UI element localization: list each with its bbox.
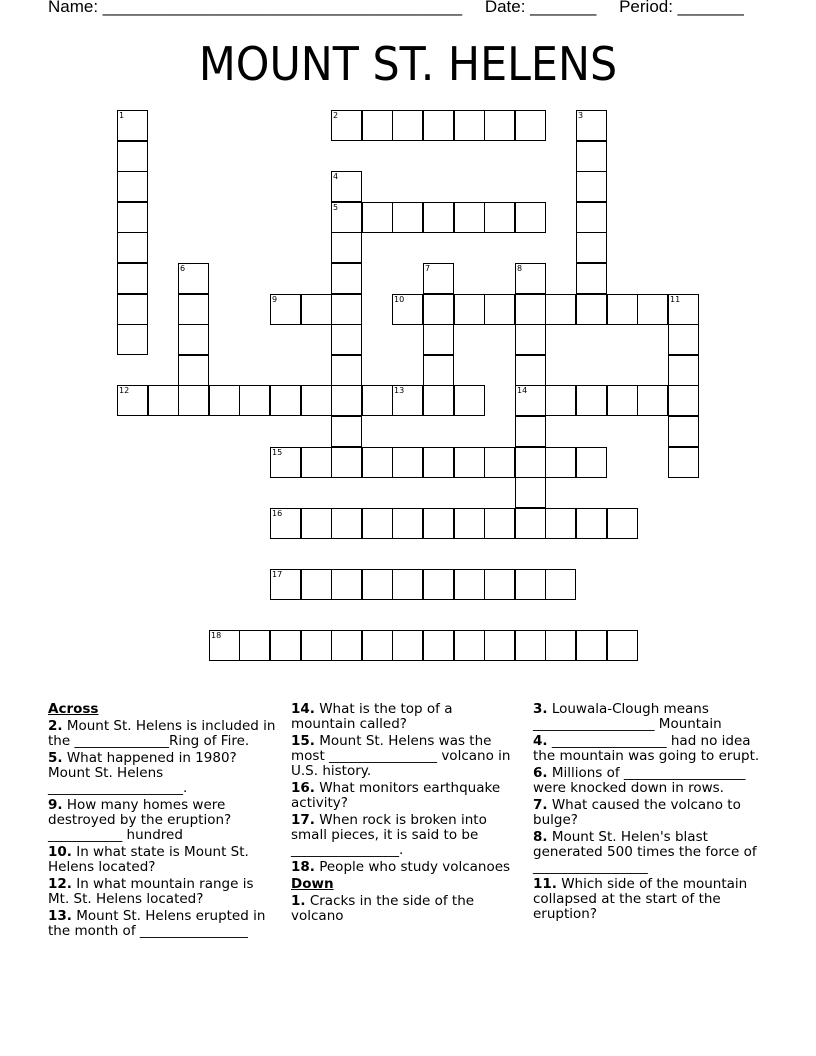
grid-cell[interactable] (423, 447, 454, 478)
grid-cell[interactable] (392, 202, 423, 233)
clue-text: Millions of __________________ were knocked down in rows. (533, 765, 746, 796)
clue-number: 3 (578, 111, 584, 120)
grid-cell[interactable] (423, 263, 454, 294)
clue-item (291, 894, 519, 924)
grid-cell[interactable] (576, 141, 607, 172)
grid-cell[interactable] (484, 569, 515, 600)
clues-column-3 (533, 702, 761, 924)
grid-cell[interactable] (576, 110, 607, 141)
grid-cell[interactable] (392, 508, 423, 539)
clue-text: In what state is Mount St. Helens located? (48, 844, 249, 875)
grid-cell[interactable] (362, 202, 393, 233)
grid-cell[interactable] (178, 385, 209, 416)
clue-number: 13 (394, 386, 405, 395)
grid-cell[interactable] (178, 324, 209, 355)
grid-cell[interactable] (301, 447, 332, 478)
clue-item (48, 877, 276, 907)
grid-cell[interactable] (637, 294, 668, 325)
grid-cell[interactable] (392, 447, 423, 478)
clue-number: 12 (119, 386, 130, 395)
grid-cell[interactable] (484, 202, 515, 233)
clue-text: What happened in 1980? Mount St. Helens ____________________. (48, 750, 237, 796)
clue-number-label: 12. (48, 876, 72, 892)
grid-cell[interactable] (270, 385, 301, 416)
grid-cell[interactable] (331, 447, 362, 478)
grid-cell[interactable] (423, 569, 454, 600)
grid-cell[interactable] (117, 110, 148, 141)
clue-text: Mount St. Helens was the most ________________ volcano in U.S. history. (291, 733, 511, 779)
grid-cell[interactable] (331, 110, 362, 141)
grid-cell[interactable] (270, 508, 301, 539)
clue-number-label: 18. (291, 859, 315, 875)
clue-text: Mount St. Helens is included in the ______________Ring of Fire. (48, 718, 276, 749)
clue-number-label: 3. (533, 701, 548, 717)
clue-item (48, 719, 276, 749)
grid-cell[interactable] (515, 447, 546, 478)
clue-item (291, 734, 519, 779)
clues-column-2 (291, 702, 519, 926)
clues-column-1 (48, 702, 276, 941)
clue-item (533, 798, 761, 828)
clue-text: What is the top of a mountain called? (291, 701, 453, 732)
grid-cell[interactable] (392, 569, 423, 600)
clue-number-label: 1. (291, 893, 306, 909)
grid-cell[interactable] (423, 110, 454, 141)
clue-number-label: 15. (291, 733, 315, 749)
grid-cell[interactable] (178, 294, 209, 325)
clue-number: 11 (670, 295, 681, 304)
grid-cell[interactable] (454, 110, 485, 141)
grid-cell[interactable] (331, 324, 362, 355)
grid-cell[interactable] (576, 263, 607, 294)
grid-cell[interactable] (454, 508, 485, 539)
grid-cell[interactable] (423, 355, 454, 386)
clue-number: 9 (272, 295, 278, 304)
grid-cell[interactable] (301, 508, 332, 539)
clue-number-label: 16. (291, 780, 315, 796)
grid-cell[interactable] (392, 630, 423, 661)
clue-number: 4 (333, 172, 339, 181)
clue-text: What monitors earthquake activity? (291, 780, 501, 811)
grid-cell[interactable] (423, 508, 454, 539)
grid-cell[interactable] (362, 385, 393, 416)
grid-cell[interactable] (515, 508, 546, 539)
clue-number: 7 (425, 264, 431, 273)
grid-cell[interactable] (423, 385, 454, 416)
clue-number-label: 10. (48, 844, 72, 860)
grid-cell[interactable] (301, 294, 332, 325)
grid-cell[interactable] (515, 294, 546, 325)
clue-number-label: 14. (291, 701, 315, 717)
grid-cell[interactable] (423, 202, 454, 233)
grid-cell[interactable] (117, 202, 148, 233)
grid-cell[interactable] (576, 385, 607, 416)
grid-cell[interactable] (607, 385, 638, 416)
grid-cell[interactable] (515, 630, 546, 661)
clue-number-label: 4. (533, 733, 548, 749)
grid-cell[interactable] (148, 385, 179, 416)
grid-cell[interactable] (331, 355, 362, 386)
grid-cell[interactable] (576, 630, 607, 661)
grid-cell[interactable] (362, 508, 393, 539)
across-heading: Across (48, 701, 99, 717)
grid-cell[interactable] (545, 508, 576, 539)
clue-item (48, 909, 276, 939)
grid-cell[interactable] (239, 630, 270, 661)
grid-cell[interactable] (239, 385, 270, 416)
grid-cell[interactable] (331, 569, 362, 600)
grid-cell[interactable] (362, 110, 393, 141)
clue-number: 10 (394, 295, 405, 304)
grid-cell[interactable] (545, 630, 576, 661)
grid-cell[interactable] (117, 324, 148, 355)
grid-cell[interactable] (331, 202, 362, 233)
grid-cell[interactable] (423, 324, 454, 355)
grid-cell[interactable] (607, 294, 638, 325)
clue-number: 18 (211, 631, 222, 640)
grid-cell[interactable] (484, 630, 515, 661)
grid-cell[interactable] (392, 110, 423, 141)
clue-text: People who study volcanoes (314, 859, 511, 875)
clue-item (291, 702, 519, 732)
clue-text: Louwala-Clough means __________________ Mountain (533, 701, 722, 732)
clue-item (291, 860, 519, 875)
grid-cell[interactable] (331, 232, 362, 263)
period-field[interactable]: Period: _______ (619, 0, 744, 16)
grid-cell[interactable] (331, 416, 362, 447)
clue-text: Mount St. Helens erupted in the month of ________________ (48, 908, 266, 939)
grid-cell[interactable] (270, 630, 301, 661)
grid-cell[interactable] (484, 110, 515, 141)
clue-text: How many homes were destroyed by the eruption? ___________ hundred (48, 797, 232, 843)
clue-number-label: 7. (533, 797, 548, 813)
clue-number: 6 (180, 264, 186, 273)
grid-cell[interactable] (668, 324, 699, 355)
grid-cell[interactable] (392, 385, 423, 416)
clue-number: 16 (272, 509, 283, 518)
grid-cell[interactable] (331, 294, 362, 325)
page-title: MOUNT ST. HELENS (198, 37, 618, 91)
grid-cell[interactable] (362, 569, 393, 600)
clue-text: In what mountain range is Mt. St. Helens located? (48, 876, 254, 907)
grid-cell[interactable] (454, 385, 485, 416)
grid-cell[interactable] (607, 630, 638, 661)
date-field[interactable]: Date: _______ (484, 0, 597, 16)
grid-cell[interactable] (178, 263, 209, 294)
grid-cell[interactable] (515, 477, 546, 508)
down-heading: Down (291, 876, 334, 892)
grid-cell[interactable] (545, 294, 576, 325)
grid-cell[interactable] (117, 294, 148, 325)
grid-cell[interactable] (668, 416, 699, 447)
grid-cell[interactable] (545, 569, 576, 600)
grid-cell[interactable] (178, 355, 209, 386)
clue-number: 1 (119, 111, 125, 120)
clue-item (533, 830, 761, 875)
grid-cell[interactable] (209, 630, 240, 661)
clue-item (291, 781, 519, 811)
grid-cell[interactable] (392, 294, 423, 325)
clue-text: When rock is broken into small pieces, it is said to be ________________. (291, 812, 487, 858)
grid-cell[interactable] (545, 447, 576, 478)
grid-cell[interactable] (668, 294, 699, 325)
grid-cell[interactable] (454, 202, 485, 233)
grid-cell[interactable] (515, 355, 546, 386)
grid-cell[interactable] (454, 294, 485, 325)
clue-number-label: 11. (533, 876, 557, 892)
grid-cell[interactable] (515, 324, 546, 355)
grid-cell[interactable] (423, 294, 454, 325)
clue-text: Cracks in the side of the volcano (291, 893, 475, 924)
clue-item (533, 734, 761, 764)
grid-cell[interactable] (576, 508, 607, 539)
grid-cell[interactable] (515, 385, 546, 416)
clue-number-label: 17. (291, 812, 315, 828)
grid-cell[interactable] (331, 630, 362, 661)
clue-number: 15 (272, 448, 283, 457)
grid-cell[interactable] (331, 508, 362, 539)
clue-item (48, 845, 276, 875)
grid-cell[interactable] (301, 385, 332, 416)
clue-item (533, 766, 761, 796)
grid-cell[interactable] (515, 263, 546, 294)
grid-cell[interactable] (484, 294, 515, 325)
clue-number: 5 (333, 203, 339, 212)
grid-cell[interactable] (331, 171, 362, 202)
grid-cell[interactable] (117, 263, 148, 294)
clue-item (291, 813, 519, 858)
clue-text: Which side of the mountain collapsed at the start of the eruption? (533, 876, 748, 922)
clue-number: 2 (333, 111, 339, 120)
grid-cell[interactable] (515, 202, 546, 233)
name-field[interactable]: Name: ______________________________________ (48, 0, 463, 16)
clue-number: 17 (272, 570, 283, 579)
grid-cell[interactable] (576, 447, 607, 478)
clue-number-label: 2. (48, 718, 63, 734)
grid-cell[interactable] (454, 569, 485, 600)
grid-cell[interactable] (484, 508, 515, 539)
clue-number-label: 9. (48, 797, 63, 813)
grid-cell[interactable] (301, 630, 332, 661)
clue-item (533, 877, 761, 922)
clue-item (48, 798, 276, 843)
clue-item (48, 751, 276, 796)
grid-cell[interactable] (454, 447, 485, 478)
grid-cell[interactable] (331, 263, 362, 294)
grid-cell[interactable] (362, 447, 393, 478)
grid-cell[interactable] (454, 630, 485, 661)
grid-cell[interactable] (607, 508, 638, 539)
clue-number-label: 6. (533, 765, 548, 781)
grid-cell[interactable] (515, 569, 546, 600)
grid-cell[interactable] (576, 294, 607, 325)
grid-cell[interactable] (117, 141, 148, 172)
grid-cell[interactable] (637, 385, 668, 416)
grid-cell[interactable] (576, 232, 607, 263)
clue-text: _________________ had no idea the mountain was going to erupt. (533, 733, 760, 764)
grid-cell[interactable] (270, 447, 301, 478)
clue-number-label: 8. (533, 829, 548, 845)
grid-cell[interactable] (668, 447, 699, 478)
grid-cell[interactable] (515, 110, 546, 141)
grid-cell[interactable] (576, 202, 607, 233)
grid-cell[interactable] (301, 569, 332, 600)
grid-cell[interactable] (576, 171, 607, 202)
grid-cell[interactable] (209, 385, 240, 416)
clue-number-label: 13. (48, 908, 72, 924)
grid-cell[interactable] (331, 385, 362, 416)
grid-cell[interactable] (270, 294, 301, 325)
clue-text: What caused the volcano to bulge? (533, 797, 741, 828)
clue-number: 14 (517, 386, 528, 395)
grid-cell[interactable] (668, 355, 699, 386)
grid-cell[interactable] (117, 385, 148, 416)
grid-cell[interactable] (270, 569, 301, 600)
clue-item (533, 702, 761, 732)
grid-cell[interactable] (117, 171, 148, 202)
grid-cell[interactable] (362, 630, 393, 661)
clue-text: Mount St. Helen's blast generated 500 times the force of _________________ (533, 829, 757, 875)
grid-cell[interactable] (515, 416, 546, 447)
clue-number-label: 5. (48, 750, 63, 766)
grid-cell[interactable] (668, 385, 699, 416)
grid-cell[interactable] (423, 630, 454, 661)
clue-number: 8 (517, 264, 523, 273)
grid-cell[interactable] (117, 232, 148, 263)
grid-cell[interactable] (484, 447, 515, 478)
grid-cell[interactable] (545, 385, 576, 416)
